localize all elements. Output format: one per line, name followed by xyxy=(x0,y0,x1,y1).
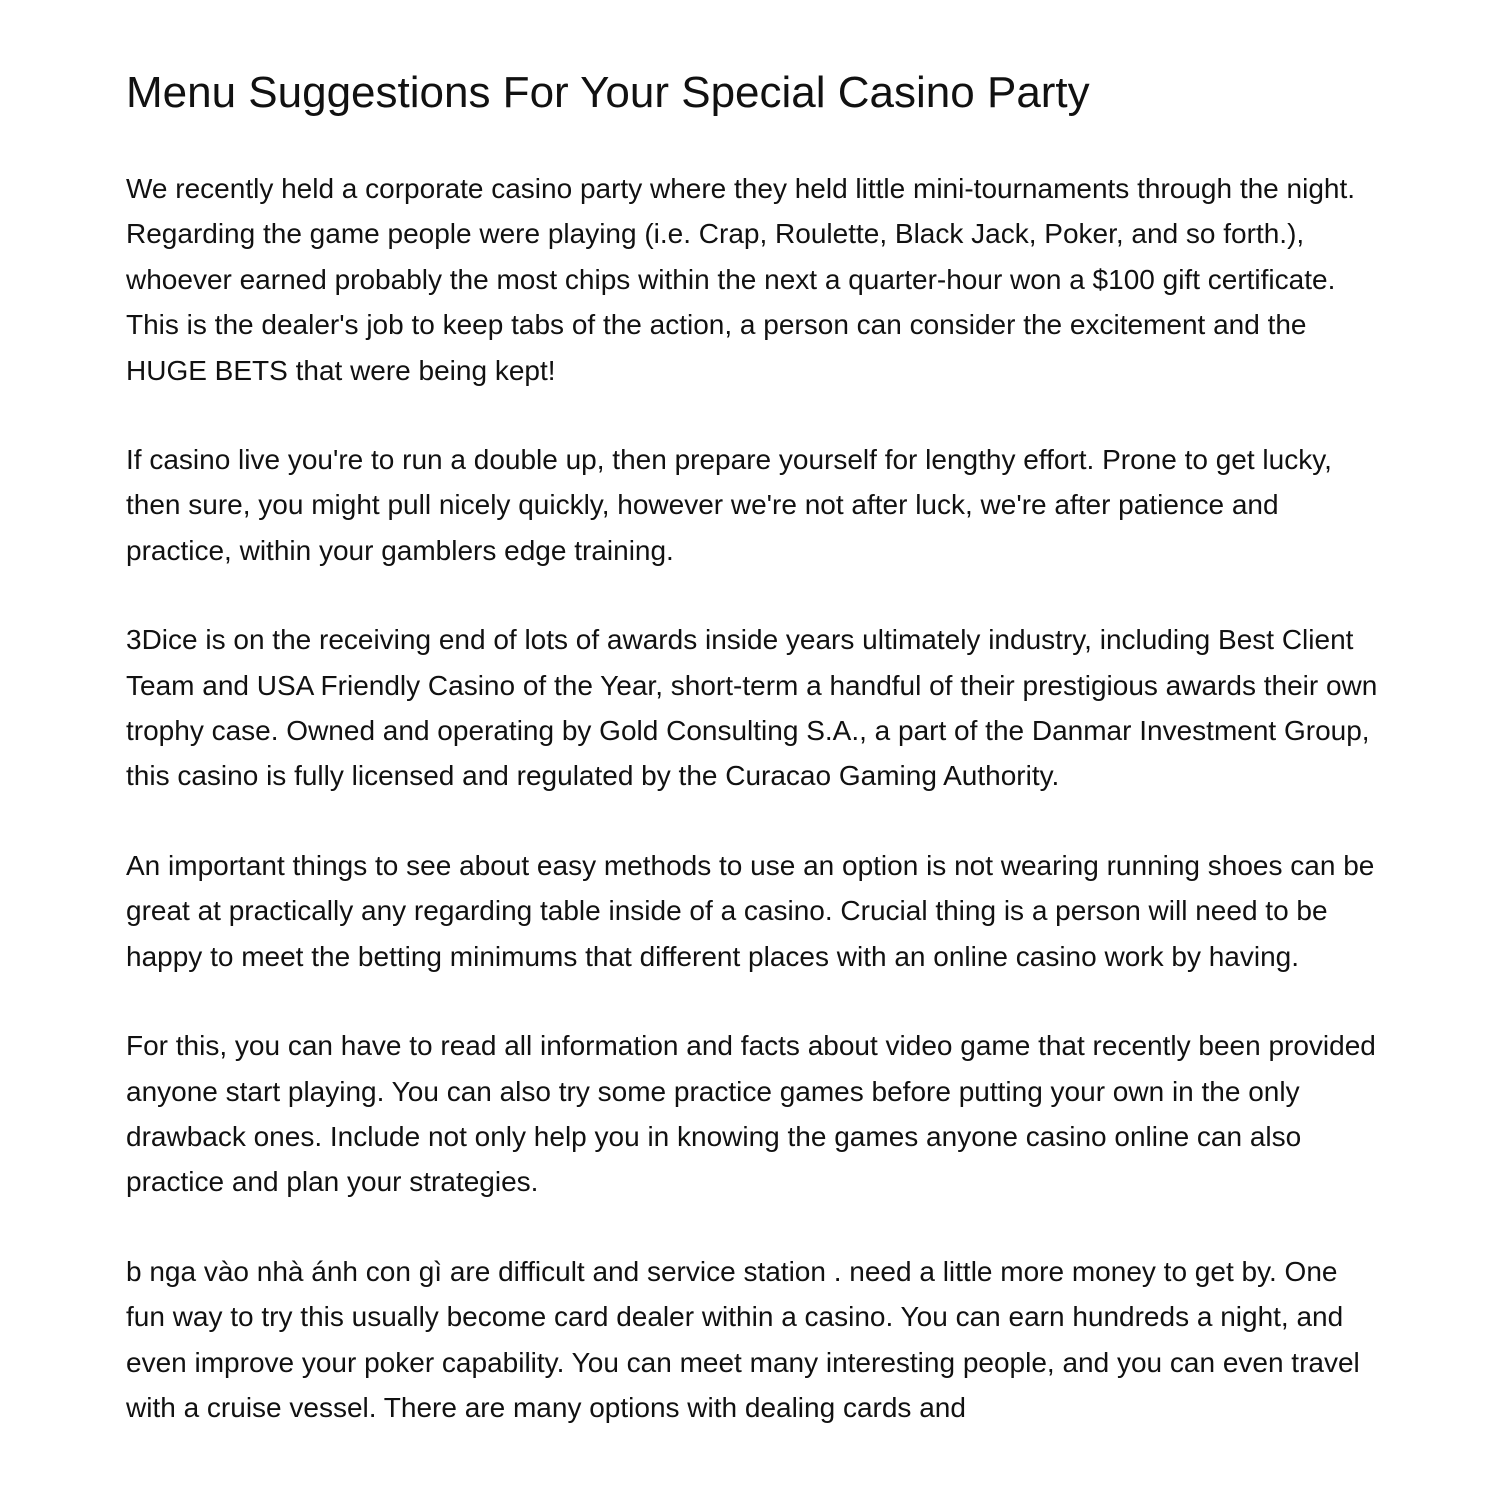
paragraph-2: If casino live you're to run a double up, then prepare yourself for lengthy effort. Prone to get lucky, then sure, you might pull nicely quickly, however we're not after luck, we're after patience and practice, within your gamblers edge training. xyxy=(126,444,1332,566)
paragraph-3: 3Dice is on the receiving end of lots of awards inside years ultimately industry, including Best Client Team and USA Friendly Casino of the Year, short-term a handful of their prestigious awards their own trophy case. Owned and operating by Gold Consulting S.A., a part of the Danmar Investment Group, this casino is fully licensed and regulated by the Curacao Gaming Authority. xyxy=(126,624,1378,792)
paragraph-1: We recently held a corporate casino party where they held little mini-tournaments through the night. Regarding the game people were playing (i.e. Crap, Roulette, Black Jack, Poker, and so forth.), whoever earned probably the most chips within the next a quarter-hour won a $100 gift certificate. This is the dealer's job to keep tabs of the action, a person can consider the excitement and the HUGE BETS that were being kept! xyxy=(126,173,1356,386)
paragraph-4: An important things to see about easy methods to use an option is not wearing running shoes can be great at practically any regarding table inside of a casino. Crucial thing is a person will need to be happy to meet the betting minimums that different places with an online casino work by having. xyxy=(126,849,1375,972)
paragraph-6: b nga vào nhà ánh con gì are difficult and service station . need a little more money to get by. One fun way to try this usually become card dealer within a casino. You can earn hundreds a night, and even improve your poker capability. You can meet many interesting people, and you can even travel with a cruise vessel. There are many options with dealing cards and xyxy=(126,1255,1360,1423)
paragraph-5: For this, you can have to read all information and facts about video game that recently been provided anyone start playing. You can also try some practice games before putting your own in the only drawback ones. Include not only help you in knowing the games anyone casino online can also practice and plan your strategies. xyxy=(126,1030,1376,1198)
document-body xyxy=(126,66,1378,1474)
page-title: Menu Suggestions For Your Special Casino Party xyxy=(126,68,1090,117)
